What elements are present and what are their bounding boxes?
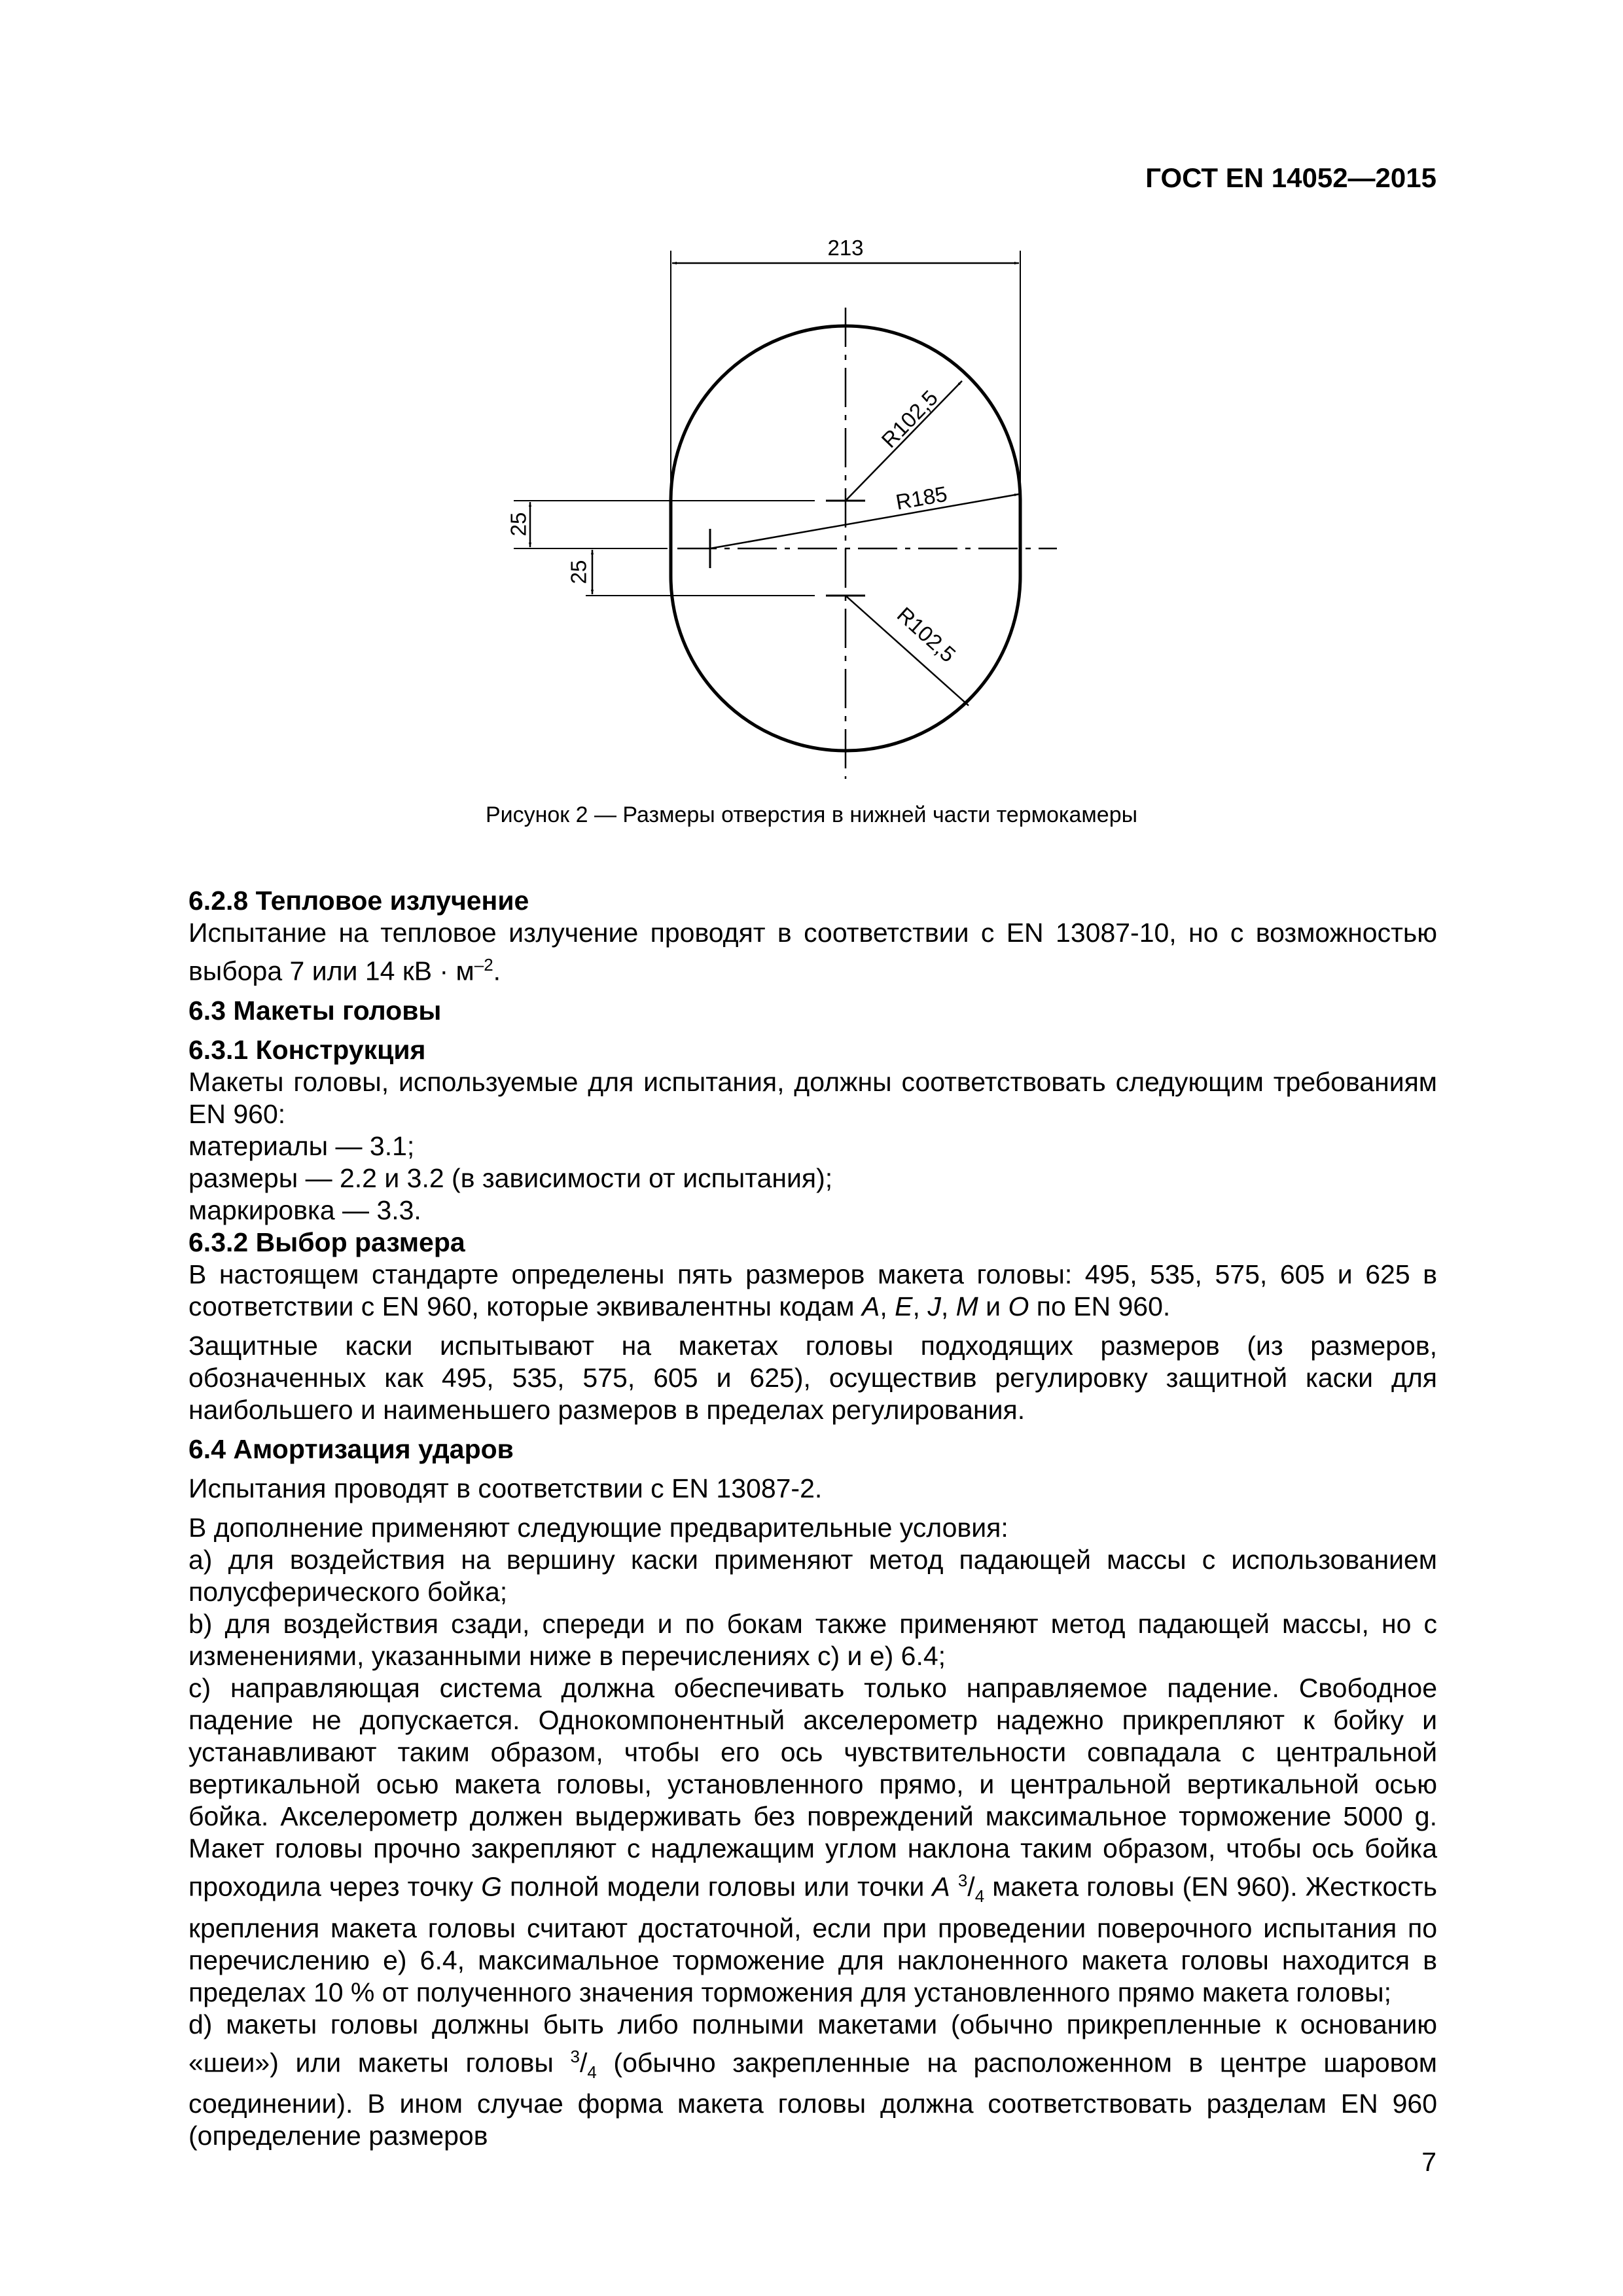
heading-6-2-8: 6.2.8 Тепловое излучение [188,886,529,916]
paragraph-6-3-1: Макеты головы, используемые для испытания, должны соответствовать следующим требованиям EN 960: [188,1066,1437,1129]
heading-6-3-1: 6.3.1 Конструкция [188,1034,426,1065]
list-item-c: c) направляющая система должна обеспечивать только направляемое падение. Свободное падение не допускается. Однокомпонентный акселерометр надежно прикрепляют к бойку и устанавливают таким образом, чтобы его ось чувствительности совпадала с центральной вертикальной осью макета головы, установленного прямо, и центральной вертикальной осью бойка. Акселерометр должен выдерживать без повреждений максимальное торможение 5000 g. Макет головы прочно закрепляют с надлежащим углом наклона таким образом, чтобы ось бойка проходила через точку G полной модели головы или точки A $^3/_4$ макета головы (EN 960). Жесткость крепления макета головы считают достаточной, если при проведении поверочного испытания по перечислению e) 6.4, максимальное торможение для наклоненного макета головы находится в пределах 10 % от полученного значения торможения для установленного прямо макета головы; [188,1672,1438,2007]
paragraph-6-3-2-a: В настоящем стандарте определены пять размеров макета головы: 495, 535, 575, 605 и 625 в соответствии с EN 960, которые эквивалентны кодам A, E, J, M и O по EN 960. [188,1259,1437,1321]
list-item: маркировка — 3.3. [188,1194,421,1225]
radius-bottom-label: R102,5 [892,602,961,667]
document-code: ГОСТ EN 14052—2015 [1145,162,1436,193]
list-item: материалы — 3.1; [188,1130,415,1161]
figure-caption: Рисунок 2 — Размеры отверстия в нижней части термокамеры [485,802,1138,827]
offset-label-left: 25 [506,512,531,537]
list-item-d: d) макеты головы должны быть либо полными макетами (обычно прикрепленные к основанию «шеи») или макеты головы $^3/_4$ (обычно закрепленные на расположенном в центре шаровом соединении). В ином случае форма макета головы должна соответствовать разделам EN 960 (определение размеров [188,2009,1437,2151]
heading-6-4: 6.4 Амортизация ударов [188,1433,514,1464]
radius-185-label: R185 [893,481,950,514]
heading-6-3-2: 6.3.2 Выбор размера [188,1227,465,1257]
paragraph-6-4-2: В дополнение применяют следующие предварительные условия: [188,1512,1008,1543]
list-item-a: a) для воздействия на вершину каски применяют метод падающей массы с использованием полусферического бойка; [188,1544,1437,1607]
heading-6-3: 6.3 Макеты головы [188,995,442,1026]
list-item: размеры — 2.2 и 3.2 (в зависимости от испытания); [188,1162,833,1193]
paragraph-6-3-2-b: Защитные каски испытывают на макетах головы подходящих размеров (из размеров, обозначенных как 495, 535, 575, 605 и 625), осуществив регулировку защитной каски для наибольшего и наименьшего размеров в пределах регулирования. [188,1330,1437,1425]
body-text [118,885,1437,2152]
page-number: 7 [1421,2147,1436,2177]
radius-top-label: R102,5 [876,385,942,453]
paragraph-6-4-1: Испытания проводят в соответствии с EN 13087-2. [188,1473,823,1503]
figure-2-drawing [0,0,1623,798]
paragraph-6-2-8: Испытание на тепловое излучение проводят в соответствии с EN 13087-10, но с возможностью выбора 7 или 14 кВ · $м^{-2}$. [188,918,1437,986]
width-dimension-label: 213 [827,236,864,260]
radius-185-line [710,494,1019,548]
offset-label-right: 25 [566,560,591,584]
list-item-b: b) для воздействия сзади, спереди и по бокам также применяют метод падающей массы, но с изменениями, указанными ниже в перечислениях c) и e) 6.4; [188,1608,1437,1671]
